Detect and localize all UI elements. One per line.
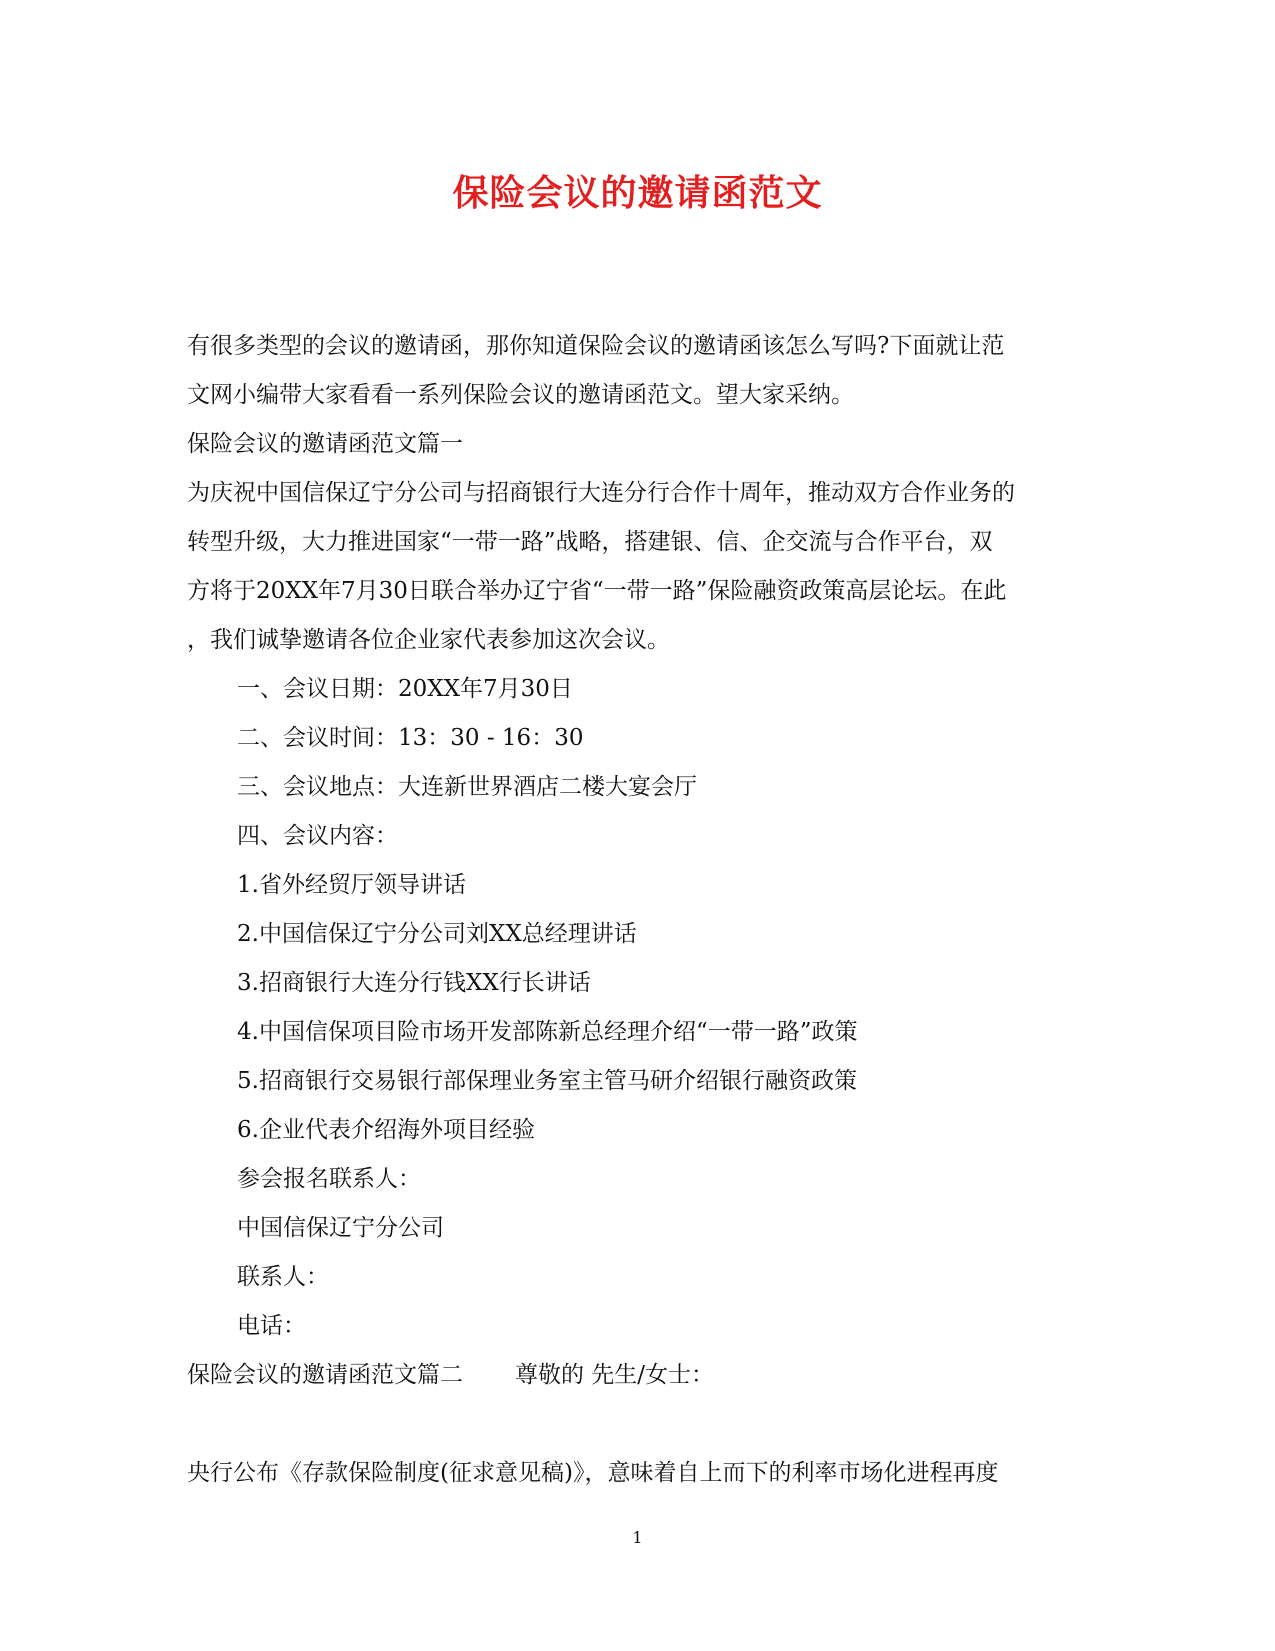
section2-heading-line — [187, 1351, 1087, 1400]
meeting-content-label: 四、会议内容： — [237, 823, 398, 849]
contact-person: 联系人： — [237, 1264, 329, 1290]
section1-paragraph-line-4: ，我们诚挚邀请各位企业家代表参加这次会议。 — [187, 627, 670, 653]
meeting-time: 二、会议时间：13：30 - 16：30 — [237, 725, 584, 751]
section1-paragraph-line-3: 方将于20XX年7月30日联合举办辽宁省“一带一路”保险融资政策高层论坛。在此 — [187, 578, 1007, 604]
agenda-item-4: 4.中国信保项目险市场开发部陈新总经理介绍“一带一路”政策 — [237, 1019, 858, 1045]
section2-salutation: 尊敬的 先生/女士： — [515, 1362, 715, 1388]
meeting-date: 一、会议日期：20XX年7月30日 — [237, 676, 573, 702]
section1-paragraph-line-1: 为庆祝中国信保辽宁分公司与招商银行大连分行合作十周年，推动双方合作业务的 — [187, 480, 1015, 506]
section2-heading: 保险会议的邀请函范文篇二 — [187, 1362, 463, 1388]
agenda-item-2: 2.中国信保辽宁分公司刘XX总经理讲话 — [237, 921, 637, 947]
paragraph-spacer — [187, 1400, 1087, 1449]
document-title: 保险会议的邀请函范文 — [452, 172, 823, 214]
section1-paragraph-line-2: 转型升级，大力推进国家“一带一路”战略，搭建银、信、企交流与合作平台，双 — [187, 529, 993, 555]
page-number: 1 — [632, 1528, 643, 1547]
section1-heading: 保险会议的邀请函范文篇一 — [187, 431, 463, 457]
agenda-item-5: 5.招商银行交易银行部保理业务室主管马研介绍银行融资政策 — [237, 1068, 857, 1094]
contact-heading: 参会报名联系人： — [237, 1166, 421, 1192]
contact-phone: 电话： — [237, 1313, 306, 1339]
agenda-item-6: 6.企业代表介绍海外项目经验 — [237, 1117, 535, 1143]
section2-paragraph-line-1: 央行公布《存款保险制度(征求意见稿)》，意味着自上而下的利率市场化进程再度 — [187, 1460, 999, 1486]
document-body — [187, 322, 1087, 1498]
meeting-location: 三、会议地点：大连新世界酒店二楼大宴会厅 — [237, 774, 697, 800]
agenda-item-3: 3.招商银行大连分行钱XX行长讲话 — [237, 970, 591, 996]
intro-line-1: 有很多类型的会议的邀请函，那你知道保险会议的邀请函该怎么写吗?下面就让范 — [187, 333, 1005, 359]
contact-company: 中国信保辽宁分公司 — [237, 1215, 444, 1241]
agenda-item-1: 1.省外经贸厅领导讲话 — [237, 872, 466, 898]
intro-line-2: 文网小编带大家看看一系列保险会议的邀请函范文。望大家采纳。 — [187, 382, 854, 408]
